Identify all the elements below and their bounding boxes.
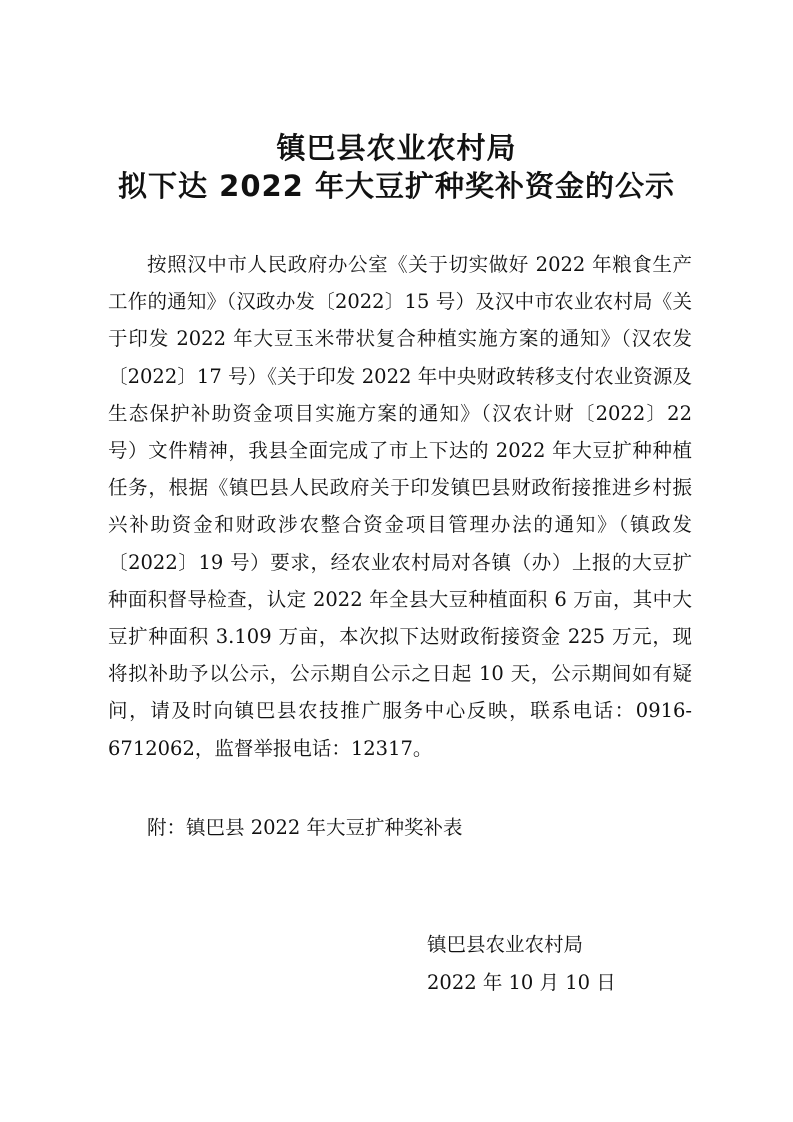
document-title-line2: 拟下达 2022 年大豆扩种奖补资金的公示: [118, 169, 675, 203]
body-paragraph: 按照汉中市人民政府办公室《关于切实做好 2022 年粮食生产工作的通知》（汉政办发〔2022〕15 号）及汉中市农业农村局《关于印发 2022 年大豆玉米带状复合种植实施方案的通知》（汉农发〔2022〕17 号）《关于印发 2022 年中央财政转移支付农业资源及生态保护补助资金项目实施方案的通知》（汉农计财〔2022〕22 号）文件精神，我县全面完成了市上下达的 2022 年大豆扩种种植任务，根据《镇巴县人民政府关于印发镇巴县财政衔接推进乡村振兴补助资金和财政涉农整合资金项目管理办法的通知》（镇政发〔2022〕19 号）要求，经农业农村局对各镇（办）上报的大豆扩种面积督导检查，认定 2022 年全县大豆种植面积 6 万亩，其中大豆扩种面积 3.109 万亩，本次拟下达财政衔接资金 225 万元，现将拟补助予以公示，公示期自公示之日起 10 天，公示期间如有疑问，请及时向镇巴县农技推广服务中心反映，联系电话：0916-6712062，监督举报电话：12317。: [108, 253, 692, 760]
attachment-note: 附：镇巴县 2022 年大豆扩种奖补表: [147, 816, 463, 839]
signature-org: 镇巴县农业农村局: [427, 933, 584, 956]
signature-date: 2022 年 10 月 10 日: [427, 971, 616, 994]
document-title-line1: 镇巴县农业农村局: [276, 131, 517, 165]
